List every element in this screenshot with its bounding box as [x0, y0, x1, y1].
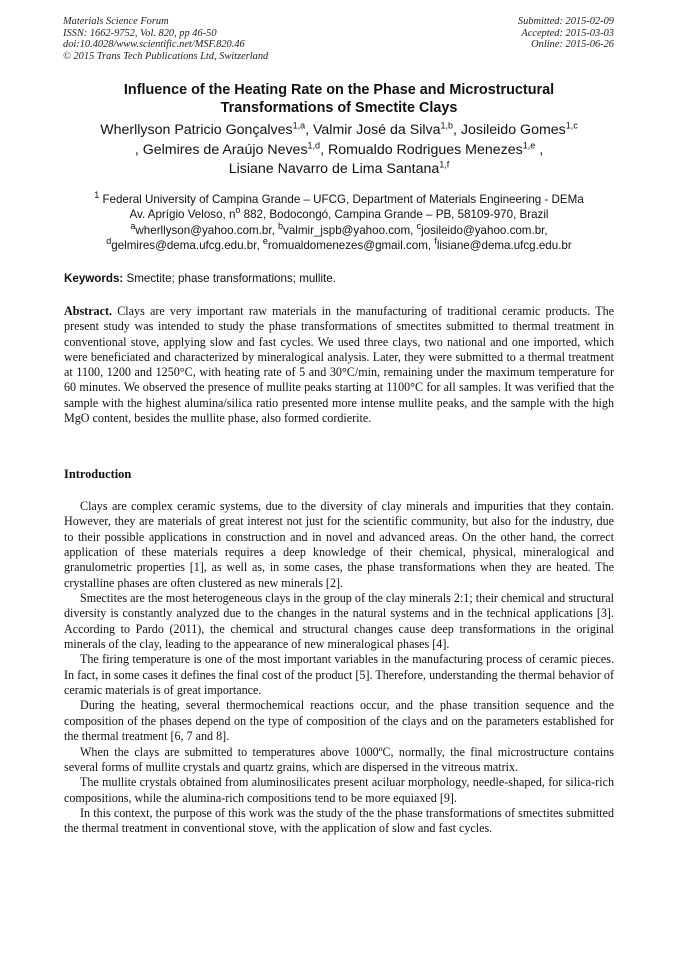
email-mark: e — [262, 236, 268, 247]
author-affil-mark: 1,e — [522, 139, 536, 150]
paragraph: The firing temperature is one of the most important variables in the manufacturing process of ceramic pieces. In fact, in some cases it defines the final cost of the product [5]. Therefore, understanding the thermal behavior of ceramic materials is of great importance. — [64, 652, 614, 698]
journal-issn: ISSN: 1662-9752, Vol. 820, pp 46-50 — [63, 27, 217, 39]
author-name: Lisiane Navarro de Lima Santana — [228, 161, 440, 177]
author-line-1 — [40, 121, 638, 141]
author-name: , Gelmires de Araújo Neves — [134, 141, 308, 158]
affil-address: Av. Aprígio Veloso, n — [129, 208, 236, 222]
paragraph: When the clays are submitted to temperatures above 1000ºC, normally, the final microstructure contains several forms of mullite crystals and quartz grains, which are dispersed in the vitreous matrix. — [64, 744, 614, 774]
abstract-label: Abstract. — [64, 304, 113, 318]
affil-address-rest: 882, Bodocongó, Campina Grande – PB, 58109-970, Brazil — [240, 208, 549, 222]
affiliation-line-1 — [40, 192, 638, 207]
keywords-label: Keywords: — [64, 272, 124, 285]
author-line-2 — [40, 141, 638, 161]
submission-dates — [518, 16, 614, 51]
author-name: Wherllyson Patricio Gonçalves — [100, 122, 293, 138]
title-line-1: Influence of the Heating Rate on the Phase and Microstructural — [123, 82, 555, 98]
paragraph: In this context, the purpose of this work was the study of the the phase transformations of smectites submitted the thermal treatment in conventional stove, with the application of slow and fast cycles. — [64, 805, 614, 836]
journal-info — [63, 16, 268, 63]
email-d[interactable]: gelmires@dema.ufcg.edu.br, — [111, 238, 263, 252]
online-date: Online: 2015-06-26 — [531, 39, 614, 51]
author-affil-mark: 1,c — [565, 120, 578, 131]
author-name: , Romualdo Rodrigues Menezes — [320, 141, 523, 158]
email-mark: f — [434, 236, 437, 247]
paragraph: Clays are complex ceramic systems, due to the diversity of clay minerals and impurities that they contain. However, they are materials of great interest not just for the scientific community, but also for the industry, due to their possible applications in construction and in novel and advanced areas. On the other hand, the correct application of these materials requires a deep knowledge of their chemical, physical, mineralogical and granulometric properties [1], as well as, in some cases, the phase transformations when they are heated. The crystalline phases are often clustered as new minerals [2]. — [64, 499, 614, 590]
affil-institution: Federal University of Campina Grande – UFCG, Department of Materials Engineering - DEMa — [99, 193, 584, 206]
journal-copyright: © 2015 Trans Tech Publications Ltd, Switzerland — [63, 51, 269, 63]
paragraph: During the heating, several thermochemical reactions occur, and the phase transition sequence and the composition of the phases depend on the type of composition of the clays and on the parameters established for the thermal treatment [6, 7 and 8]. — [64, 698, 614, 744]
email-f[interactable]: lisiane@dema.ufcg.edu.br — [436, 238, 572, 252]
affil-ordinal: o — [235, 205, 241, 216]
paper-title — [50, 82, 628, 117]
affil-mark: 1 — [94, 190, 100, 201]
accepted-date: Accepted: 2015-03-03 — [521, 27, 614, 39]
abstract-text: Clays are very important raw materials in the manufacturing of traditional ceramic products. The present study was intended to study the phase transformations of smectites submitted to thermal treatment in conventional stove, applying slow and fast cycles. We used three clays, two national and one imported, which were beneficiated and characterized by mineralogical analysis. Later, they were submitted to a thermal treatment at 1100, 1200 and 1250°C, with heating rate of 5 and 30°C/min, remaining under the maximum temperature for 60 minutes. We observed the presence of mullite peaks starting at 1100°C for all samples. It was verified that the sample with the highest alumina/silica ratio presented more intense mullite peaks, and the sample with the high MgO content, besides the mullite phase, also formed cordierite. — [64, 304, 614, 426]
author-separator: , — [539, 141, 544, 158]
email-b[interactable]: valmir_jspb@yahoo.com, — [283, 223, 417, 237]
affiliation-emails-1 — [40, 220, 638, 238]
keywords — [64, 272, 614, 286]
author-name: , Valmir José da Silva — [305, 122, 441, 138]
journal-doi: doi:10.4028/www.scientific.net/MSF.820.46 — [63, 39, 245, 51]
author-list — [40, 121, 638, 180]
email-mark: c — [416, 220, 422, 231]
author-affil-mark: 1,d — [307, 139, 321, 150]
section-heading-introduction: Introduction — [64, 467, 132, 481]
paragraph: Smectites are the most heterogeneous clays in the group of the clay minerals 2:1; their chemical and structural diversity is constantly analyzed due to the changes in the natural systems and in the technical applications [3]. According to Pardo (2011), the chemical and structural changes cause deep transformations in the original minerals of the clay, leading to the appearance of new mineralogical phases [4]. — [64, 591, 614, 652]
affiliation — [40, 192, 638, 253]
email-c[interactable]: josileido@yahoo.com.br, — [421, 223, 548, 237]
introduction-body — [64, 499, 614, 837]
author-affil-mark: 1,f — [439, 159, 450, 170]
paragraph: The mullite crystals obtained from aluminosilicates present aciluar morphology, needle-shaped, for silica-rich compositions, while the alumina-rich compositions tend to be more equiaxed [9]. — [64, 775, 614, 805]
author-line-3 — [40, 160, 638, 180]
email-mark: d — [106, 236, 112, 247]
email-e[interactable]: romualdomenezes@gmail.com, — [267, 238, 435, 252]
journal-name: Materials Science Forum — [63, 16, 169, 27]
title-line-2: Transformations of Smectite Clays — [220, 99, 458, 116]
abstract — [64, 304, 614, 426]
email-mark: a — [130, 220, 136, 231]
keywords-text: Smectite; phase transformations; mullite. — [123, 272, 336, 285]
affiliation-emails-2 — [40, 238, 638, 253]
email-a[interactable]: wherllyson@yahoo.com.br, — [135, 223, 279, 237]
author-affil-mark: 1,b — [440, 120, 453, 131]
submitted-date: Submitted: 2015-02-09 — [517, 16, 614, 27]
author-affil-mark: 1,a — [292, 120, 306, 131]
author-name: , Josileido Gomes — [453, 122, 566, 138]
email-mark: b — [278, 220, 284, 231]
